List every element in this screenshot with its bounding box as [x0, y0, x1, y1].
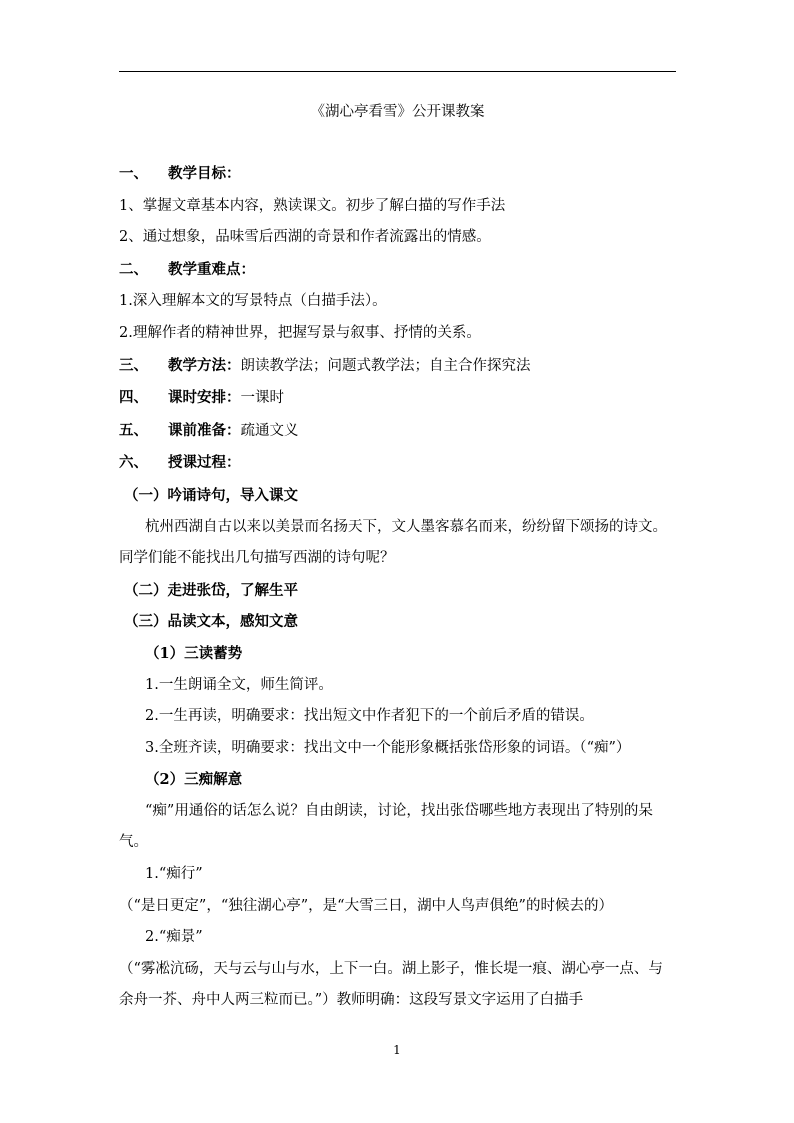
- document-body: [119, 96, 676, 1017]
- section-number: 四、: [119, 389, 148, 407]
- chi-item-2-label: 2.“痴景”: [145, 929, 203, 946]
- page-number: 1: [393, 1043, 401, 1057]
- section-value: 一课时: [240, 390, 284, 407]
- section-schedule: [119, 382, 676, 415]
- chi-item-2-text: （“雾凇沆砀，天与云与山与水，上下一白。湖上影子，惟长堤一痕、湖心亭一点、与余舟一芥、舟中人两三粒而已。”）教师明确：这段写景文字运用了白描手: [119, 960, 663, 1009]
- section-number: 三、: [119, 356, 148, 374]
- section-key-points: [119, 254, 676, 287]
- section-number: 六、: [119, 454, 148, 472]
- section-process: [119, 447, 676, 480]
- subheading-three-readings: （1）三读蓄势: [145, 644, 243, 662]
- subheading-three-chi: （2）三痴解意: [145, 771, 243, 789]
- reading-item-2: 2.一生再读，明确要求：找出短文中作者犯下的一个前后矛盾的错误。: [145, 708, 594, 725]
- process-heading-3: （三）品读文本，感知文意: [124, 613, 298, 631]
- section-label: 教学重难点：: [168, 260, 255, 278]
- process-heading-1: （一）吟诵诗句，导入课文: [124, 486, 298, 504]
- goal-item-2: 2、通过想象，品味雪后西湖的奇景和作者流露出的情感。: [119, 229, 491, 246]
- chi-item-1-label: 1.“痴行”: [145, 866, 203, 883]
- section-number: 五、: [119, 421, 148, 439]
- chi-intro-paragraph: “痴”用通俗的话怎么说？自由朗读，讨论，找出张岱哪些地方表现出了特别的呆气。: [119, 802, 653, 851]
- process-heading-2: （二）走进张岱，了解生平: [124, 581, 298, 599]
- section-value: 疏通文义: [240, 422, 299, 439]
- section-teaching-methods: [119, 350, 676, 383]
- section-label: 课时安排：: [168, 389, 241, 407]
- key-point-item-1: 1.深入理解本文的写景特点（白描手法）。: [119, 293, 387, 310]
- document-title: 《湖心亭看雪》公开课教案: [310, 104, 485, 120]
- chi-item-1-text: （“是日更定”，“独往湖心亭”，是“大雪三日，湖中人鸟声俱绝”的时候去的）: [119, 897, 613, 914]
- section-value: 朗读教学法；问题式教学法；自主合作探究法: [240, 357, 531, 374]
- section-number: 二、: [119, 260, 148, 278]
- section-label: 授课过程：: [168, 454, 241, 472]
- section-label: 课前准备：: [168, 421, 241, 439]
- section-preparation: [119, 415, 676, 448]
- process-paragraph-1: 杭州西湖自古以来以美景而名扬天下，文人墨客慕名而来，纷纷留下颂扬的诗文。同学们能不能找出几句描写西湖的诗句呢？: [119, 518, 667, 567]
- reading-item-3: 3.全班齐读，明确要求：找出文中一个能形象概括张岱形象的词语。（“痴”）: [145, 739, 631, 756]
- goal-item-1: 1、掌握文章基本内容，熟读课文。初步了解白描的写作手法: [119, 197, 506, 214]
- key-point-item-2: 2.理解作者的精神世界，把握写景与叙事、抒情的关系。: [119, 324, 481, 341]
- section-number: 一、: [119, 165, 148, 182]
- section-label: 教学方法：: [168, 356, 241, 374]
- reading-item-1: 1.一生朗诵全文，师生简评。: [145, 676, 333, 693]
- section-label: 教学目标：: [168, 165, 241, 182]
- section-teaching-goals: [119, 158, 676, 191]
- header-rule: [119, 71, 676, 72]
